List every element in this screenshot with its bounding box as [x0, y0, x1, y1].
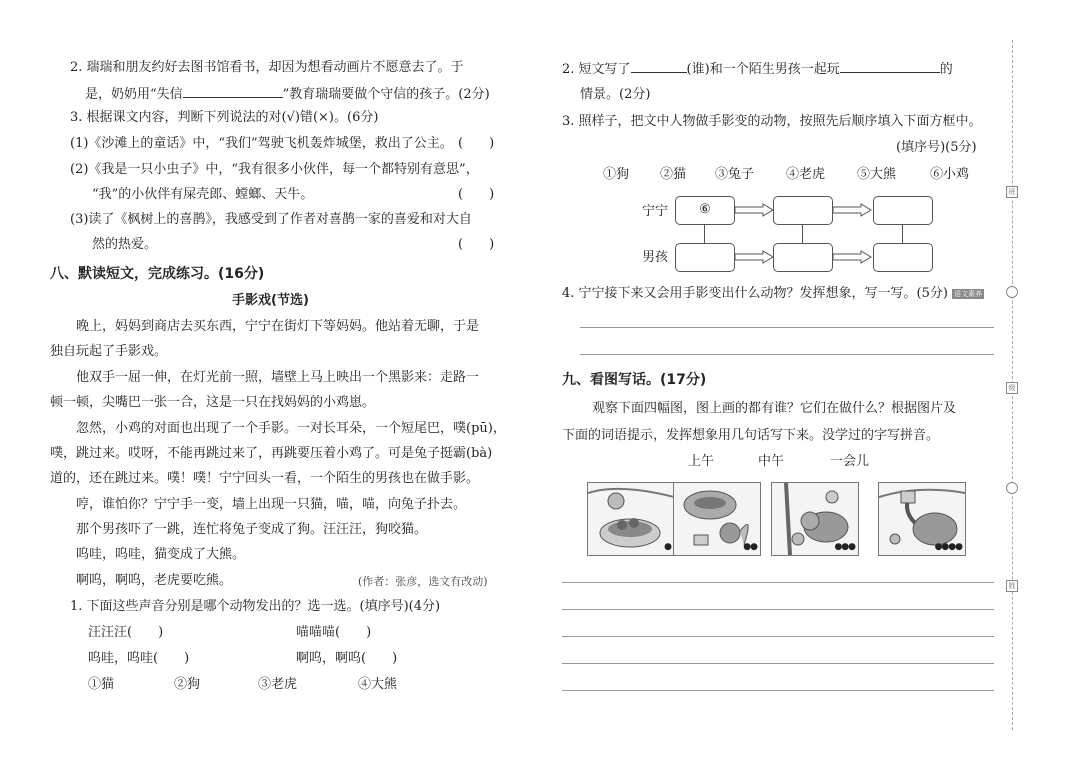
literacy-tag: 语文素养	[954, 289, 983, 298]
story-paragraph: 噗，跳过来。哎呀，不能再跳过来了，再跳要压着小鸡了。可是兔子挺霸(bà)	[50, 446, 493, 461]
class-tag: 班	[1006, 186, 1018, 198]
row-label-ningning: 宁宁	[642, 204, 669, 219]
name-tag: 姓	[1006, 580, 1018, 592]
answer-box[interactable]	[773, 196, 833, 225]
q2-right-line1	[562, 60, 953, 78]
story-paragraph: 那个男孩吓了一跳，连忙将兔子变成了狗。汪汪汪，狗咬猫。	[76, 522, 428, 537]
q3-item-3a: (3)读了《枫树上的喜鹊》，我感受到了作者对喜鹊一家的喜爱和对大自	[70, 212, 472, 227]
animal-option: ③兔子	[715, 167, 755, 182]
q3-item-2b: “我”的小伙伴有屎壳郎、螳螂、天牛。	[92, 187, 314, 202]
writing-line[interactable]	[562, 663, 994, 664]
grade-tag: 级	[1006, 382, 1018, 394]
q2-line2-a: 是，奶奶用“失信	[85, 87, 183, 102]
arrow-right-icon	[733, 203, 775, 217]
arrow-right-icon	[733, 250, 775, 264]
picture-number-dots: ●	[664, 542, 671, 552]
q2-right-b: (谁)和一个陌生男孩一起玩	[686, 62, 840, 77]
q3-item-2a: (2)《我是一只小虫子》中，“我有很多小伙伴，每一个都特别有意思”，	[70, 162, 479, 177]
answer-box[interactable]	[773, 243, 833, 272]
answer-line[interactable]	[580, 327, 994, 328]
answer-box[interactable]	[873, 243, 933, 272]
writing-line[interactable]	[562, 636, 994, 637]
option-item: ①猫	[88, 677, 115, 692]
story-paragraph: 忽然，小鸡的对面也出现了一个手影。一对长耳朵，一个短尾巴，噗(pū)，	[76, 421, 506, 436]
row-label-boy: 男孩	[642, 250, 669, 265]
q4-text: 4. 宁宁接下来又会用手影变出什么动物？发挥想象，写一写。(5分)	[562, 286, 948, 301]
section-9-heading: 九、看图写话。(17分)	[562, 372, 707, 388]
answer-box[interactable]	[675, 243, 735, 272]
story-paragraph: 他双手一屈一伸，在灯光前一照，墙壁上马上映出一个黑影来：走路一	[76, 370, 480, 385]
bird-nest-illustration	[588, 483, 674, 555]
hint-word: 上午	[688, 454, 715, 469]
sound-item[interactable]: 呜哇，呜哇( )	[88, 651, 190, 666]
q2-line1: 2. 瑞瑞和朋友约好去图书馆看书，却因为想看动画片不愿意去了。于	[70, 60, 464, 75]
option-item: ④大熊	[358, 677, 398, 692]
q2-right-a: 2. 短文写了	[562, 62, 631, 77]
q3-item-3b: 然的热爱。	[92, 237, 158, 252]
q2-right-c: 的	[939, 62, 953, 77]
picture-4-elephant-help	[878, 482, 966, 556]
binding-hole	[1006, 286, 1018, 298]
writing-line[interactable]	[562, 609, 994, 610]
q2-line2	[85, 85, 490, 103]
story-title: 手影戏(节选)	[232, 293, 309, 308]
q1-instruction: 1. 下面这些声音分别是哪个动物发出的？选一选。(填序号)(4分)	[70, 599, 441, 614]
story-source: (作者：张彦，选文有改动)	[358, 575, 488, 588]
picture-number-dots: ●●●	[834, 542, 855, 552]
picture-1-bird-nest	[587, 482, 675, 556]
answer-paren[interactable]: ( )	[458, 136, 495, 151]
story-paragraph: 呜哇，呜哇，猫变成了大熊。	[76, 547, 246, 562]
story-paragraph: 晚上，妈妈到商店去买东西，宁宁在街灯下等妈妈。他站着无聊，于是	[76, 319, 480, 334]
sound-item[interactable]: 汪汪汪( )	[88, 625, 164, 640]
answer-paren[interactable]: ( )	[458, 187, 495, 202]
picture-3-elephant	[771, 482, 859, 556]
animal-option: ⑥小鸡	[930, 167, 970, 182]
picture-number-dots: ●●	[743, 542, 757, 552]
answer-blank[interactable]	[183, 85, 283, 98]
sound-item[interactable]: 喵喵喵( )	[296, 625, 372, 640]
answer-box-example: ⑥	[675, 196, 735, 225]
writing-line[interactable]	[562, 690, 994, 691]
connector-line	[902, 224, 903, 243]
section-9-intro: 观察下面四幅图，图上画的都有谁？它们在做什么？根据图片及	[592, 401, 957, 416]
q3-right-line2: (填序号)(5分)	[896, 140, 977, 155]
option-item: ③老虎	[258, 677, 298, 692]
arrow-right-icon	[831, 250, 873, 264]
animal-option: ①狗	[603, 167, 630, 182]
section-9-intro: 下面的词语提示，发挥想象用几句话写下来。没学过的字写拼音。	[562, 428, 940, 443]
q3-item-1: (1)《沙滩上的童话》中，“我们”驾驶飞机轰炸城堡，救出了公主。	[70, 136, 453, 151]
connector-line	[704, 224, 705, 243]
answer-paren[interactable]: ( )	[458, 237, 495, 252]
answer-blank[interactable]	[631, 60, 687, 73]
animal-option: ④老虎	[786, 167, 826, 182]
writing-line[interactable]	[562, 582, 994, 583]
arrow-right-icon	[831, 203, 873, 217]
q2-right-line2: 情景。(2分)	[580, 87, 651, 102]
q3-instruction: 3. 根据课文内容，判断下列说法的对(√)错(×)。(6分)	[70, 110, 379, 125]
sound-item[interactable]: 啊呜，啊呜( )	[296, 651, 398, 666]
story-paragraph: 道的，还在跳过来。噗！噗！宁宁回头一看，一个陌生的男孩也在做手影。	[50, 471, 480, 486]
q2-line2-b: ”教育瑞瑞要做个守信的孩子。(2分)	[282, 87, 490, 102]
hint-word: 中午	[758, 454, 785, 469]
hint-word: 一会儿	[830, 454, 870, 469]
answer-line[interactable]	[580, 354, 994, 355]
story-paragraph: 顿一顿，尖嘴巴一张一合，这是一只在找妈妈的小鸡崽。	[50, 395, 376, 410]
section-8-heading: 八、默读短文，完成练习。(16分)	[50, 266, 265, 282]
option-item: ②狗	[174, 677, 201, 692]
story-paragraph: 独自玩起了手影戏。	[50, 344, 168, 359]
picture-number-dots: ●●●●	[934, 542, 962, 552]
q4-instruction	[562, 286, 984, 302]
picture-2-squirrel	[673, 482, 761, 556]
q3-right-line1: 3. 照样子，把文中人物做手影变的动物，按照先后顺序填入下面方框中。	[562, 114, 982, 129]
answer-blank[interactable]	[840, 60, 940, 73]
answer-box[interactable]	[873, 196, 933, 225]
story-paragraph: 啊呜，啊呜，老虎要吃熊。	[76, 573, 233, 588]
animal-option: ②猫	[660, 167, 687, 182]
animal-option: ⑤大熊	[857, 167, 897, 182]
story-paragraph: 哼，谁怕你？宁宁手一变，墙上出现一只猫，喵，喵，向兔子扑去。	[76, 497, 467, 512]
binding-hole	[1006, 482, 1018, 494]
connector-line	[802, 224, 803, 243]
